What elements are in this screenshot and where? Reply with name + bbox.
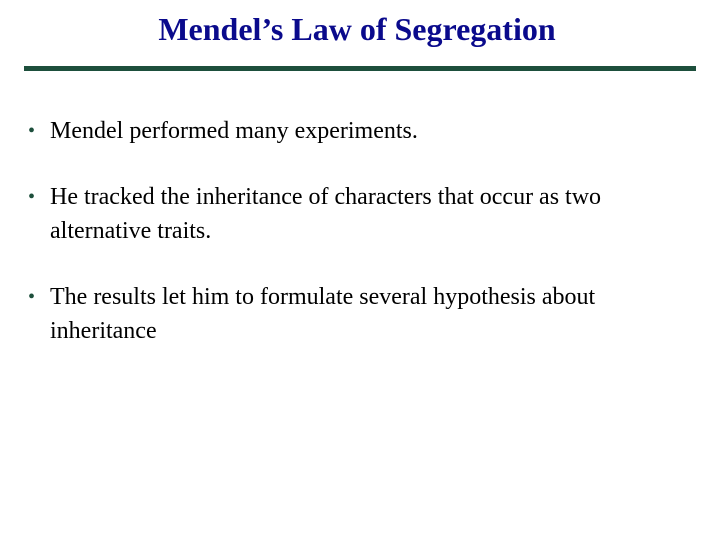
bullet-marker: • [28, 186, 36, 208]
bullet-text: The results let him to formulate several hypothesis about inheritance [50, 284, 596, 344]
bullet-marker: • [28, 286, 36, 308]
bullet-marker: • [28, 120, 36, 142]
bullet-text: Mendel performed many experiments. [50, 118, 418, 144]
bullet-item [28, 180, 698, 248]
bullet-item [28, 114, 698, 148]
bullet-item [28, 280, 698, 348]
slide-title: Mendel’s Law of Segregation [158, 11, 556, 47]
bullet-text: He tracked the inheritance of characters that occur as two alternative traits. [50, 184, 602, 244]
